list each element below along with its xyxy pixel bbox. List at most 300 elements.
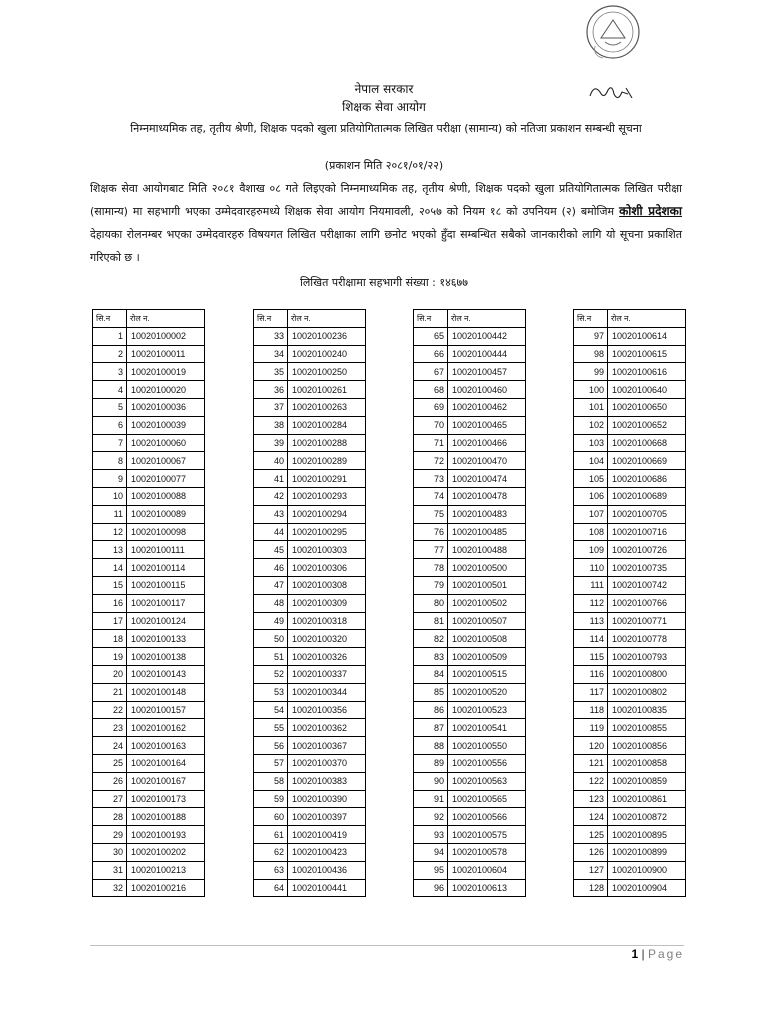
roll-number: 10020100835 bbox=[608, 701, 686, 719]
table-row bbox=[93, 648, 205, 666]
table-row bbox=[414, 327, 526, 345]
table-row bbox=[254, 487, 366, 505]
table-row bbox=[414, 576, 526, 594]
roll-number: 10020100904 bbox=[608, 879, 686, 897]
table-row bbox=[414, 505, 526, 523]
table-row bbox=[93, 772, 205, 790]
table-row bbox=[414, 416, 526, 434]
table-header-row bbox=[414, 310, 526, 328]
roll-number: 10020100485 bbox=[448, 523, 526, 541]
roll-number: 10020100793 bbox=[608, 648, 686, 666]
serial-number: 120 bbox=[574, 737, 608, 755]
roll-number: 10020100615 bbox=[608, 345, 686, 363]
roll-number: 10020100500 bbox=[448, 559, 526, 577]
roll-number: 10020100367 bbox=[288, 737, 366, 755]
serial-number: 20 bbox=[93, 665, 127, 683]
roll-number: 10020100735 bbox=[608, 559, 686, 577]
roll-number: 10020100164 bbox=[127, 754, 205, 772]
table-row bbox=[414, 612, 526, 630]
table-row bbox=[414, 826, 526, 844]
roll-number: 10020100550 bbox=[448, 737, 526, 755]
roll-number: 10020100308 bbox=[288, 576, 366, 594]
table-row bbox=[414, 363, 526, 381]
table-row bbox=[414, 843, 526, 861]
roll-number: 10020100089 bbox=[127, 505, 205, 523]
roll-number: 10020100098 bbox=[127, 523, 205, 541]
table-row bbox=[254, 523, 366, 541]
table-row bbox=[414, 559, 526, 577]
table-row bbox=[93, 826, 205, 844]
table-row bbox=[414, 541, 526, 559]
page-label: Page bbox=[647, 947, 684, 961]
roll-number: 10020100163 bbox=[127, 737, 205, 755]
serial-number: 47 bbox=[254, 576, 288, 594]
table-row bbox=[254, 648, 366, 666]
serial-number: 6 bbox=[93, 416, 127, 434]
table-header-row bbox=[254, 310, 366, 328]
roll-number: 10020100488 bbox=[448, 541, 526, 559]
roll-number: 10020100900 bbox=[608, 861, 686, 879]
government-seal-icon bbox=[583, 2, 643, 62]
serial-number: 63 bbox=[254, 861, 288, 879]
table-row bbox=[414, 683, 526, 701]
roll-number: 10020100726 bbox=[608, 541, 686, 559]
serial-number: 31 bbox=[93, 861, 127, 879]
roll-number: 10020100309 bbox=[288, 594, 366, 612]
serial-header: सि.न bbox=[254, 310, 288, 328]
roll-number: 10020100502 bbox=[448, 594, 526, 612]
table-row bbox=[254, 772, 366, 790]
table-row bbox=[414, 701, 526, 719]
serial-number: 50 bbox=[254, 630, 288, 648]
serial-number: 93 bbox=[414, 826, 448, 844]
roll-number: 10020100771 bbox=[608, 612, 686, 630]
table-row bbox=[574, 345, 686, 363]
serial-number: 116 bbox=[574, 665, 608, 683]
table-row bbox=[574, 683, 686, 701]
roll-number: 10020100541 bbox=[448, 719, 526, 737]
serial-number: 54 bbox=[254, 701, 288, 719]
roll-number: 10020100855 bbox=[608, 719, 686, 737]
table-row bbox=[414, 630, 526, 648]
roll-number: 10020100397 bbox=[288, 808, 366, 826]
table-row bbox=[254, 576, 366, 594]
roll-number: 10020100362 bbox=[288, 719, 366, 737]
table-row bbox=[93, 737, 205, 755]
roll-number: 10020100652 bbox=[608, 416, 686, 434]
roll-header: रोल न. bbox=[288, 310, 366, 328]
serial-number: 74 bbox=[414, 487, 448, 505]
serial-number: 12 bbox=[93, 523, 127, 541]
table-row bbox=[93, 879, 205, 897]
roll-number: 10020100188 bbox=[127, 808, 205, 826]
table-row bbox=[574, 363, 686, 381]
roll-number: 10020100133 bbox=[127, 630, 205, 648]
roll-number: 10020100669 bbox=[608, 452, 686, 470]
serial-number: 21 bbox=[93, 683, 127, 701]
roll-number: 10020100236 bbox=[288, 327, 366, 345]
table-row bbox=[254, 843, 366, 861]
table-row bbox=[93, 790, 205, 808]
notice-subject: निम्नमाध्यमिक तह, तृतीय श्रेणी, शिक्षक पदको खुला प्रतियोगितात्मक लिखित परीक्षा (सामान्य) को नतिजा प्रकाशन सम्बन्धी सूचना bbox=[130, 122, 642, 135]
table-row bbox=[414, 470, 526, 488]
table-row bbox=[574, 665, 686, 683]
table-row bbox=[254, 470, 366, 488]
table-row bbox=[414, 398, 526, 416]
serial-number: 91 bbox=[414, 790, 448, 808]
government-title: नेपाल सरकार bbox=[354, 82, 414, 96]
roll-number: 10020100289 bbox=[288, 452, 366, 470]
serial-number: 29 bbox=[93, 826, 127, 844]
roll-number: 10020100474 bbox=[448, 470, 526, 488]
roll-number: 10020100337 bbox=[288, 665, 366, 683]
table-row bbox=[414, 719, 526, 737]
serial-number: 52 bbox=[254, 665, 288, 683]
roll-number: 10020100563 bbox=[448, 772, 526, 790]
roll-number: 10020100250 bbox=[288, 363, 366, 381]
roll-number: 10020100383 bbox=[288, 772, 366, 790]
serial-header: सि.न bbox=[93, 310, 127, 328]
table-row bbox=[93, 701, 205, 719]
roll-number: 10020100470 bbox=[448, 452, 526, 470]
participants-count: लिखित परीक्षामा सहभागी संख्या : १४६७७ bbox=[300, 276, 468, 289]
roll-number: 10020100705 bbox=[608, 505, 686, 523]
table-header-row bbox=[93, 310, 205, 328]
serial-number: 89 bbox=[414, 754, 448, 772]
roll-header: रोल न. bbox=[608, 310, 686, 328]
roll-number: 10020100148 bbox=[127, 683, 205, 701]
table-row bbox=[254, 754, 366, 772]
table-row bbox=[254, 327, 366, 345]
table-row bbox=[574, 505, 686, 523]
serial-number: 67 bbox=[414, 363, 448, 381]
table-row bbox=[414, 808, 526, 826]
table-row bbox=[574, 772, 686, 790]
roll-number: 10020100157 bbox=[127, 701, 205, 719]
roll-number: 10020100872 bbox=[608, 808, 686, 826]
roll-number: 10020100442 bbox=[448, 327, 526, 345]
serial-number: 46 bbox=[254, 559, 288, 577]
roll-number: 10020100556 bbox=[448, 754, 526, 772]
serial-number: 94 bbox=[414, 843, 448, 861]
serial-number: 106 bbox=[574, 487, 608, 505]
table-row bbox=[574, 843, 686, 861]
serial-number: 30 bbox=[93, 843, 127, 861]
table-row bbox=[254, 719, 366, 737]
page-number: 1 bbox=[631, 947, 639, 961]
roll-number: 10020100523 bbox=[448, 701, 526, 719]
table-row bbox=[414, 381, 526, 399]
serial-number: 48 bbox=[254, 594, 288, 612]
serial-number: 78 bbox=[414, 559, 448, 577]
table-row bbox=[254, 559, 366, 577]
serial-number: 15 bbox=[93, 576, 127, 594]
serial-number: 82 bbox=[414, 630, 448, 648]
serial-number: 87 bbox=[414, 719, 448, 737]
serial-number: 56 bbox=[254, 737, 288, 755]
roll-table-4 bbox=[573, 309, 686, 897]
table-row bbox=[93, 487, 205, 505]
serial-number: 110 bbox=[574, 559, 608, 577]
roll-number: 10020100565 bbox=[448, 790, 526, 808]
page-footer bbox=[631, 947, 684, 961]
serial-number: 41 bbox=[254, 470, 288, 488]
serial-number: 35 bbox=[254, 363, 288, 381]
roll-number: 10020100213 bbox=[127, 861, 205, 879]
roll-number: 10020100294 bbox=[288, 505, 366, 523]
table-row bbox=[574, 648, 686, 666]
table-row bbox=[574, 452, 686, 470]
table-row bbox=[574, 381, 686, 399]
serial-number: 68 bbox=[414, 381, 448, 399]
table-row bbox=[414, 754, 526, 772]
table-row bbox=[254, 790, 366, 808]
serial-number: 100 bbox=[574, 381, 608, 399]
table-row bbox=[93, 416, 205, 434]
table-row bbox=[254, 505, 366, 523]
table-row bbox=[574, 826, 686, 844]
roll-number: 10020100462 bbox=[448, 398, 526, 416]
roll-number: 10020100117 bbox=[127, 594, 205, 612]
serial-number: 113 bbox=[574, 612, 608, 630]
roll-number: 10020100303 bbox=[288, 541, 366, 559]
roll-number: 10020100858 bbox=[608, 754, 686, 772]
table-row bbox=[93, 381, 205, 399]
table-row bbox=[574, 630, 686, 648]
serial-number: 2 bbox=[93, 345, 127, 363]
serial-number: 85 bbox=[414, 683, 448, 701]
roll-number: 10020100143 bbox=[127, 665, 205, 683]
table-row bbox=[93, 345, 205, 363]
serial-number: 60 bbox=[254, 808, 288, 826]
table-row bbox=[254, 701, 366, 719]
serial-number: 26 bbox=[93, 772, 127, 790]
table-row bbox=[254, 665, 366, 683]
roll-number: 10020100686 bbox=[608, 470, 686, 488]
table-row bbox=[254, 826, 366, 844]
table-row bbox=[574, 861, 686, 879]
table-row bbox=[93, 683, 205, 701]
serial-number: 28 bbox=[93, 808, 127, 826]
roll-number: 10020100566 bbox=[448, 808, 526, 826]
serial-number: 27 bbox=[93, 790, 127, 808]
roll-number: 10020100604 bbox=[448, 861, 526, 879]
serial-number: 98 bbox=[574, 345, 608, 363]
serial-number: 64 bbox=[254, 879, 288, 897]
serial-number: 96 bbox=[414, 879, 448, 897]
table-row bbox=[414, 790, 526, 808]
serial-number: 72 bbox=[414, 452, 448, 470]
table-row bbox=[574, 523, 686, 541]
table-row bbox=[254, 737, 366, 755]
serial-number: 80 bbox=[414, 594, 448, 612]
serial-number: 42 bbox=[254, 487, 288, 505]
serial-number: 55 bbox=[254, 719, 288, 737]
serial-number: 24 bbox=[93, 737, 127, 755]
table-row bbox=[414, 594, 526, 612]
table-row bbox=[574, 790, 686, 808]
roll-number: 10020100261 bbox=[288, 381, 366, 399]
roll-table-2 bbox=[253, 309, 366, 897]
table-row bbox=[574, 541, 686, 559]
table-row bbox=[93, 523, 205, 541]
table-row bbox=[254, 434, 366, 452]
table-row bbox=[414, 434, 526, 452]
roll-number: 10020100742 bbox=[608, 576, 686, 594]
serial-number: 59 bbox=[254, 790, 288, 808]
roll-number: 10020100856 bbox=[608, 737, 686, 755]
table-row bbox=[414, 737, 526, 755]
serial-number: 105 bbox=[574, 470, 608, 488]
table-row bbox=[574, 612, 686, 630]
table-header-row bbox=[574, 310, 686, 328]
roll-number: 10020100167 bbox=[127, 772, 205, 790]
serial-header: सि.न bbox=[574, 310, 608, 328]
roll-table-3 bbox=[413, 309, 526, 897]
serial-number: 51 bbox=[254, 648, 288, 666]
table-row bbox=[574, 434, 686, 452]
table-row bbox=[93, 754, 205, 772]
table-row bbox=[93, 363, 205, 381]
serial-number: 44 bbox=[254, 523, 288, 541]
table-row bbox=[254, 452, 366, 470]
serial-number: 43 bbox=[254, 505, 288, 523]
roll-header: रोल न. bbox=[448, 310, 526, 328]
serial-number: 45 bbox=[254, 541, 288, 559]
table-row bbox=[574, 701, 686, 719]
table-row bbox=[414, 879, 526, 897]
table-row bbox=[414, 345, 526, 363]
table-row bbox=[574, 487, 686, 505]
table-row bbox=[574, 719, 686, 737]
serial-number: 76 bbox=[414, 523, 448, 541]
serial-number: 97 bbox=[574, 327, 608, 345]
roll-number: 10020100390 bbox=[288, 790, 366, 808]
serial-number: 58 bbox=[254, 772, 288, 790]
roll-number: 10020100778 bbox=[608, 630, 686, 648]
serial-number: 23 bbox=[93, 719, 127, 737]
table-row bbox=[414, 861, 526, 879]
roll-number: 10020100039 bbox=[127, 416, 205, 434]
roll-number: 10020100478 bbox=[448, 487, 526, 505]
serial-number: 86 bbox=[414, 701, 448, 719]
table-row bbox=[93, 612, 205, 630]
roll-number: 10020100077 bbox=[127, 470, 205, 488]
roll-number: 10020100291 bbox=[288, 470, 366, 488]
table-row bbox=[254, 683, 366, 701]
serial-number: 109 bbox=[574, 541, 608, 559]
roll-number: 10020100515 bbox=[448, 665, 526, 683]
table-row bbox=[574, 327, 686, 345]
table-row bbox=[574, 737, 686, 755]
roll-number: 10020100320 bbox=[288, 630, 366, 648]
serial-number: 17 bbox=[93, 612, 127, 630]
roll-number: 10020100293 bbox=[288, 487, 366, 505]
serial-number: 101 bbox=[574, 398, 608, 416]
table-row bbox=[254, 879, 366, 897]
serial-number: 10 bbox=[93, 487, 127, 505]
table-row bbox=[93, 541, 205, 559]
roll-number: 10020100318 bbox=[288, 612, 366, 630]
roll-number: 10020100575 bbox=[448, 826, 526, 844]
serial-number: 1 bbox=[93, 327, 127, 345]
table-row bbox=[574, 754, 686, 772]
table-row bbox=[574, 416, 686, 434]
table-row bbox=[93, 808, 205, 826]
serial-number: 22 bbox=[93, 701, 127, 719]
table-row bbox=[254, 594, 366, 612]
serial-number: 57 bbox=[254, 754, 288, 772]
roll-number: 10020100173 bbox=[127, 790, 205, 808]
roll-number: 10020100465 bbox=[448, 416, 526, 434]
roll-number: 10020100716 bbox=[608, 523, 686, 541]
roll-number: 10020100441 bbox=[288, 879, 366, 897]
serial-number: 19 bbox=[93, 648, 127, 666]
serial-number: 117 bbox=[574, 683, 608, 701]
table-row bbox=[254, 808, 366, 826]
serial-number: 83 bbox=[414, 648, 448, 666]
table-row bbox=[93, 630, 205, 648]
serial-number: 5 bbox=[93, 398, 127, 416]
table-row bbox=[93, 843, 205, 861]
roll-number: 10020100650 bbox=[608, 398, 686, 416]
roll-number: 10020100508 bbox=[448, 630, 526, 648]
roll-number: 10020100124 bbox=[127, 612, 205, 630]
roll-number: 10020100344 bbox=[288, 683, 366, 701]
table-row bbox=[93, 398, 205, 416]
roll-number: 10020100689 bbox=[608, 487, 686, 505]
roll-number: 10020100509 bbox=[448, 648, 526, 666]
table-row bbox=[93, 470, 205, 488]
roll-number: 10020100019 bbox=[127, 363, 205, 381]
serial-number: 65 bbox=[414, 327, 448, 345]
roll-number: 10020100614 bbox=[608, 327, 686, 345]
table-row bbox=[93, 861, 205, 879]
serial-number: 125 bbox=[574, 826, 608, 844]
serial-number: 79 bbox=[414, 576, 448, 594]
table-row bbox=[574, 879, 686, 897]
table-row bbox=[93, 576, 205, 594]
roll-number: 10020100162 bbox=[127, 719, 205, 737]
roll-number: 10020100616 bbox=[608, 363, 686, 381]
serial-number: 53 bbox=[254, 683, 288, 701]
roll-number: 10020100766 bbox=[608, 594, 686, 612]
serial-number: 118 bbox=[574, 701, 608, 719]
serial-number: 9 bbox=[93, 470, 127, 488]
serial-number: 126 bbox=[574, 843, 608, 861]
serial-number: 71 bbox=[414, 434, 448, 452]
serial-number: 13 bbox=[93, 541, 127, 559]
table-row bbox=[254, 612, 366, 630]
roll-number: 10020100216 bbox=[127, 879, 205, 897]
table-row bbox=[254, 541, 366, 559]
table-row bbox=[414, 487, 526, 505]
table-row bbox=[414, 452, 526, 470]
serial-number: 92 bbox=[414, 808, 448, 826]
serial-number: 81 bbox=[414, 612, 448, 630]
serial-number: 66 bbox=[414, 345, 448, 363]
serial-number: 70 bbox=[414, 416, 448, 434]
roll-number: 10020100800 bbox=[608, 665, 686, 683]
roll-number: 10020100668 bbox=[608, 434, 686, 452]
serial-number: 102 bbox=[574, 416, 608, 434]
roll-number: 10020100370 bbox=[288, 754, 366, 772]
serial-number: 103 bbox=[574, 434, 608, 452]
table-row bbox=[574, 808, 686, 826]
table-row bbox=[93, 327, 205, 345]
notice-text-part1: शिक्षक सेवा आयोगबाट मिति २०८१ वैशाख ०८ गते लिइएको निम्नमाध्यमिक तह, तृतीय श्रेणी, शिक्षक पदको खुला प्रतियोगितात्मक लिखित परीक्षा (सामान्य) मा सहभागी भएका उम्मेदवारहरुमध्ये शिक्षक सेवा आयोग नियमावली, २०५७ को नियम १८ को उपनियम (२) बमोजिम bbox=[90, 182, 682, 218]
serial-number: 4 bbox=[93, 381, 127, 399]
